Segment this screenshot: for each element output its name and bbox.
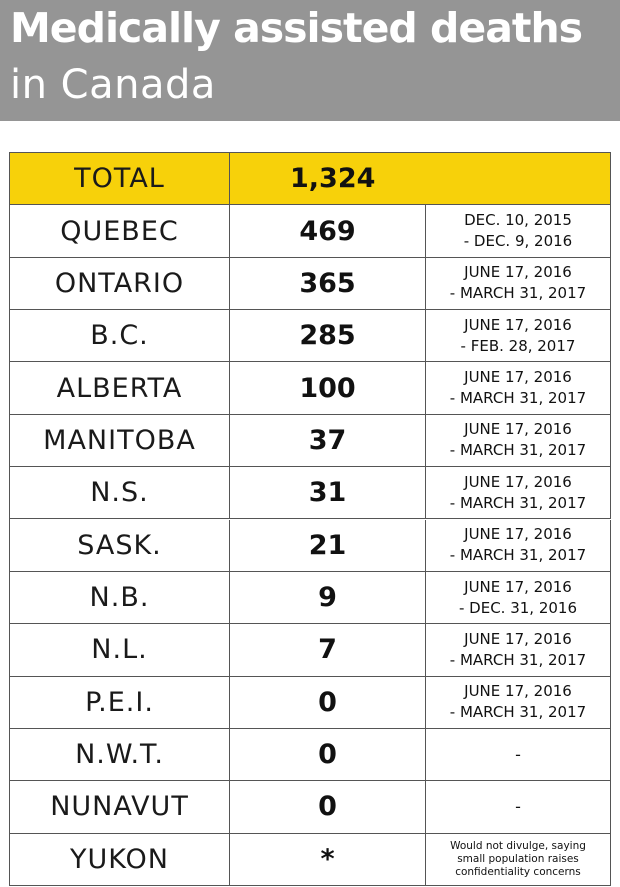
- period-line: - MARCH 31, 2017: [449, 703, 587, 722]
- period-line: JUNE 17, 2016: [464, 472, 572, 491]
- period-text: [450, 472, 586, 514]
- deaths-cell: 9: [230, 572, 426, 624]
- period-line: JUNE 17, 2016: [464, 577, 572, 596]
- period-line: - FEB. 28, 2017: [460, 336, 576, 355]
- period-text: [450, 367, 586, 409]
- region-cell: N.S.: [10, 467, 230, 519]
- deaths-cell: 365: [230, 258, 426, 310]
- deaths-cell: 0: [230, 677, 426, 729]
- period-line: DEC. 10, 2015: [464, 211, 572, 230]
- period-cell: [426, 258, 611, 310]
- period-line: - MARCH 31, 2017: [449, 284, 587, 303]
- period-text: [459, 577, 577, 619]
- period-line: JUNE 17, 2016: [464, 368, 572, 387]
- region-cell: N.L.: [10, 624, 230, 676]
- period-cell: [426, 677, 611, 729]
- period-text: [461, 315, 576, 357]
- period-cell: [426, 310, 611, 362]
- period-line: - DEC. 31, 2016: [458, 598, 577, 617]
- deaths-cell: 285: [230, 310, 426, 362]
- region-cell: N.B.: [10, 572, 230, 624]
- period-text: [450, 524, 586, 566]
- deaths-cell: 100: [230, 362, 426, 414]
- period-line: JUNE 17, 2016: [464, 315, 572, 334]
- region-cell: YUKON: [10, 834, 230, 886]
- deaths-cell: *: [230, 834, 426, 886]
- region-cell: NUNAVUT: [10, 781, 230, 833]
- period-text: [464, 210, 572, 252]
- period-line: JUNE 17, 2016: [464, 525, 572, 544]
- deaths-cell: 0: [230, 729, 426, 781]
- period-cell: [426, 781, 611, 833]
- period-cell: [426, 205, 611, 257]
- period-cell: [426, 624, 611, 676]
- region-cell: N.W.T.: [10, 729, 230, 781]
- region-cell: B.C.: [10, 310, 230, 362]
- period-text: [450, 419, 586, 461]
- period-text: [450, 681, 586, 723]
- period-line: JUNE 17, 2016: [464, 420, 572, 439]
- period-line: -: [515, 745, 521, 765]
- period-text: [515, 796, 521, 817]
- region-cell: P.E.I.: [10, 677, 230, 729]
- period-cell: [426, 415, 611, 467]
- region-cell: QUEBEC: [10, 205, 230, 257]
- title-banner: [0, 0, 620, 121]
- period-line: JUNE 17, 2016: [464, 682, 572, 701]
- period-line: - DEC. 9, 2016: [463, 232, 573, 251]
- region-cell: ALBERTA: [10, 362, 230, 414]
- period-line: JUNE 17, 2016: [464, 629, 572, 648]
- deaths-table: [9, 152, 611, 886]
- period-cell: [426, 467, 611, 519]
- period-line: JUNE 17, 2016: [464, 263, 572, 282]
- deaths-cell: 31: [230, 467, 426, 519]
- period-cell: [426, 572, 611, 624]
- total-value-cell: 1,324: [230, 153, 611, 205]
- period-line: Would not divulge, saying: [450, 839, 586, 852]
- period-line: -: [515, 797, 521, 817]
- deaths-cell: 7: [230, 624, 426, 676]
- deaths-cell: 37: [230, 415, 426, 467]
- page-subtitle: in Canada: [10, 62, 216, 108]
- period-text: [450, 262, 586, 304]
- region-cell: MANITOBA: [10, 415, 230, 467]
- period-line: - MARCH 31, 2017: [449, 389, 587, 408]
- period-line: - MARCH 31, 2017: [449, 441, 587, 460]
- deaths-cell: 469: [230, 205, 426, 257]
- period-cell: [426, 520, 611, 572]
- period-line: small population raises: [457, 852, 579, 865]
- period-cell: [426, 729, 611, 781]
- period-line: - MARCH 31, 2017: [449, 493, 587, 512]
- region-cell: SASK.: [10, 520, 230, 572]
- deaths-cell: 21: [230, 520, 426, 572]
- deaths-cell: 0: [230, 781, 426, 833]
- page-title: Medically assisted deaths: [10, 4, 583, 52]
- total-label-cell: TOTAL: [10, 153, 230, 205]
- period-text: [515, 744, 521, 765]
- period-cell: [426, 834, 611, 886]
- period-text: [450, 840, 586, 879]
- period-cell: [426, 362, 611, 414]
- period-line: - MARCH 31, 2017: [449, 546, 587, 565]
- period-line: - MARCH 31, 2017: [449, 650, 587, 669]
- period-line: confidentiality concerns: [455, 865, 581, 878]
- period-text: [450, 629, 586, 671]
- region-cell: ONTARIO: [10, 258, 230, 310]
